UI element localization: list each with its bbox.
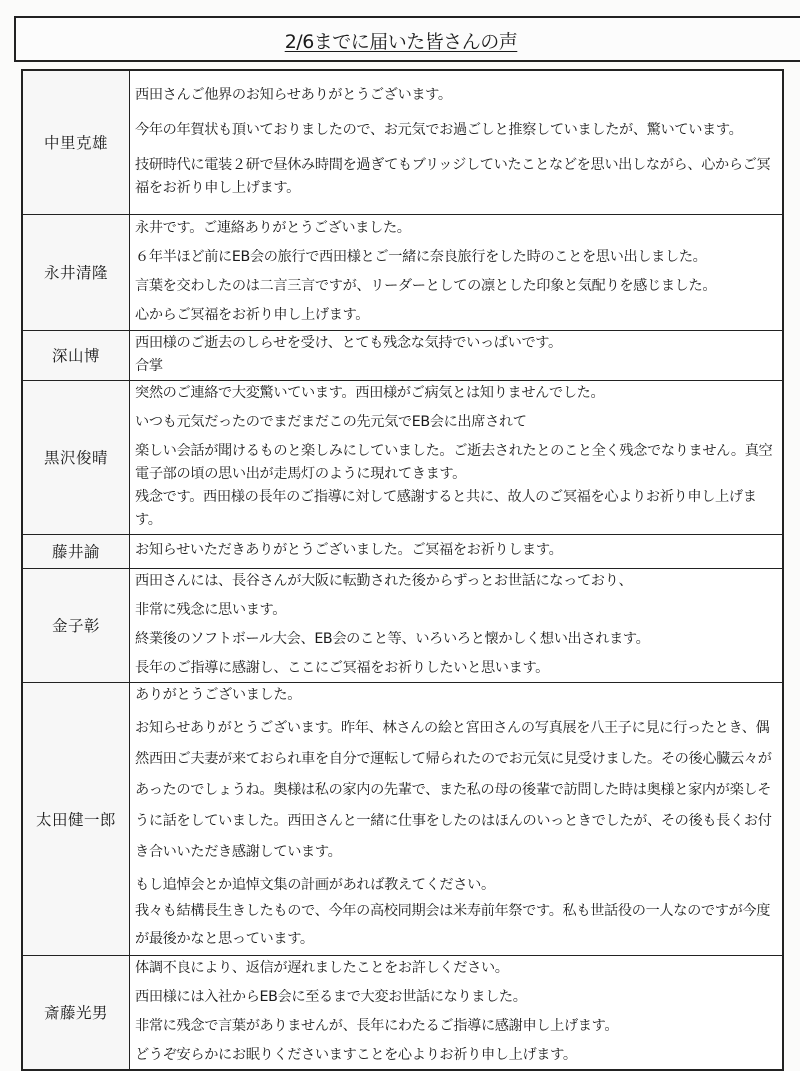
message-line: 非常に残念で言葉がありませんが、長年にわたるご指導に感謝申し上げます。 [135,1017,619,1034]
message-line: 残念です。西田様の長年のご指導に対して感謝すると共に、故人のご冥福を心よりお祈り申し上げます。 [135,488,757,528]
message-line: 西田さんご他界のお知らせありがとうございます。 [135,86,452,103]
sender-name: 中里克雄 [22,70,130,214]
message-line: 心からご冥福をお祈り申し上げます。 [135,306,370,323]
message-line: 西田さんには、長谷さんが大阪に転勤された後からずっとお世話になっており、 [135,572,633,589]
table-row [22,214,783,330]
sender-name: 黒沢俊晴 [22,380,130,534]
message-line: お知らせいただきありがとうございました。ご冥福をお祈りします。 [135,542,563,558]
message-line: 今年の年賀状も頂いておりましたので、お元気でお過ごしと推察していましたが、驚いています。 [135,121,743,138]
message-cell [130,682,784,955]
message-line: もし追悼会とか追悼文集の計画があれば教えてください。 [135,876,495,893]
message-line: ありがとうございました。 [135,686,302,703]
message-line: ６年半ほど前にEB会の旅行で西田様とご一緒に奈良旅行をした時のことを思い出しました。 [135,248,707,265]
sender-name: 永井清隆 [22,214,130,330]
message-line: 永井です。ご連絡ありがとうございました。 [135,219,411,236]
message-line: 西田様のご逝去のしらせを受け、とても残念な気持でいっぱいです。 [135,334,562,351]
message-line: 終業後のソフトボール大会、EB会のこと等、いろいろと懐かしく想い出されます。 [135,630,650,647]
sender-name: 深山博 [22,330,130,380]
message-cell [130,380,784,534]
sender-name: 斎藤光男 [22,955,130,1070]
sender-name: 金子彰 [22,568,130,682]
message-line: 体調不良により、返信が遅れましたことをお許しください。 [135,959,509,976]
messages-table [21,69,784,1071]
message-line: お知らせありがとうございます。昨年、林さんの絵と宮田さんの写真展を八王子に見に行ったとき、偶然西田ご夫妻が来ておられ車を自分で運転して帰られたのでお元気に見受けました。その後心臓云々があったのでしょうね。奥様は私の家内の先輩で、また私の母の後輩で訪問した時は奥様と家内が楽しそうに話をしていました。西田さんと一緒に仕事をしたのはほんのいっときでしたが、その後も長くお付き合いいただき感謝しています。 [135,719,772,860]
message-cell [130,70,784,214]
table-row [22,682,783,955]
message-line: 我々も結構長生きしたもので、今年の高校同期会は米寿前年祭です。私も世話役の一人なのですが今度が最後かなと思っています。 [135,902,771,947]
message-line: 西田様には入社からEB会に至るまで大変お世話になりました。 [135,988,527,1005]
message-cell [130,214,784,330]
table-row [22,380,783,534]
message-line: 技研時代に電装２研で昼休み時間を過ぎてもブリッジしていたことなどを思い出しながら、心からご冥福をお祈り申し上げます。 [135,156,771,196]
table-row [22,70,783,214]
table-row [22,330,783,380]
message-cell [130,330,784,380]
message-line: どうぞ安らかにお眠りくださいますことを心よりお祈り申し上げます。 [135,1046,577,1063]
table-row [22,568,783,682]
message-line: 言葉を交わしたのは二言三言ですが、リーダーとしての凛とした印象と気配りを感じました。 [135,277,717,294]
table-row [22,955,783,1070]
message-cell [130,568,784,682]
message-line: いつも元気だったのでまだまだこの先元気でEB会に出席されて [135,413,527,430]
message-cell [130,955,784,1070]
table-row [22,534,783,568]
page-title: 2/6までに届いた皆さんの声 [284,31,518,53]
sender-name: 藤井諭 [22,534,130,568]
sender-name: 太田健一郎 [22,682,130,955]
title-box [14,16,800,62]
message-line: 楽しい会話が聞けるものと楽しみにしていました。ご逝去されたとのこと全く残念でなりません。真空電子部の頃の思い出が走馬灯のように現れてきます。 [135,442,773,482]
message-cell [130,534,784,568]
message-line: 長年のご指導に感謝し、ここにご冥福をお祈りしたいと思います。 [135,659,549,676]
message-line: 合掌 [135,357,163,374]
message-line: 非常に残念に思います。 [135,601,287,618]
message-line: 突然のご連絡で大変驚いています。西田様がご病気とは知りませんでした。 [135,384,605,401]
